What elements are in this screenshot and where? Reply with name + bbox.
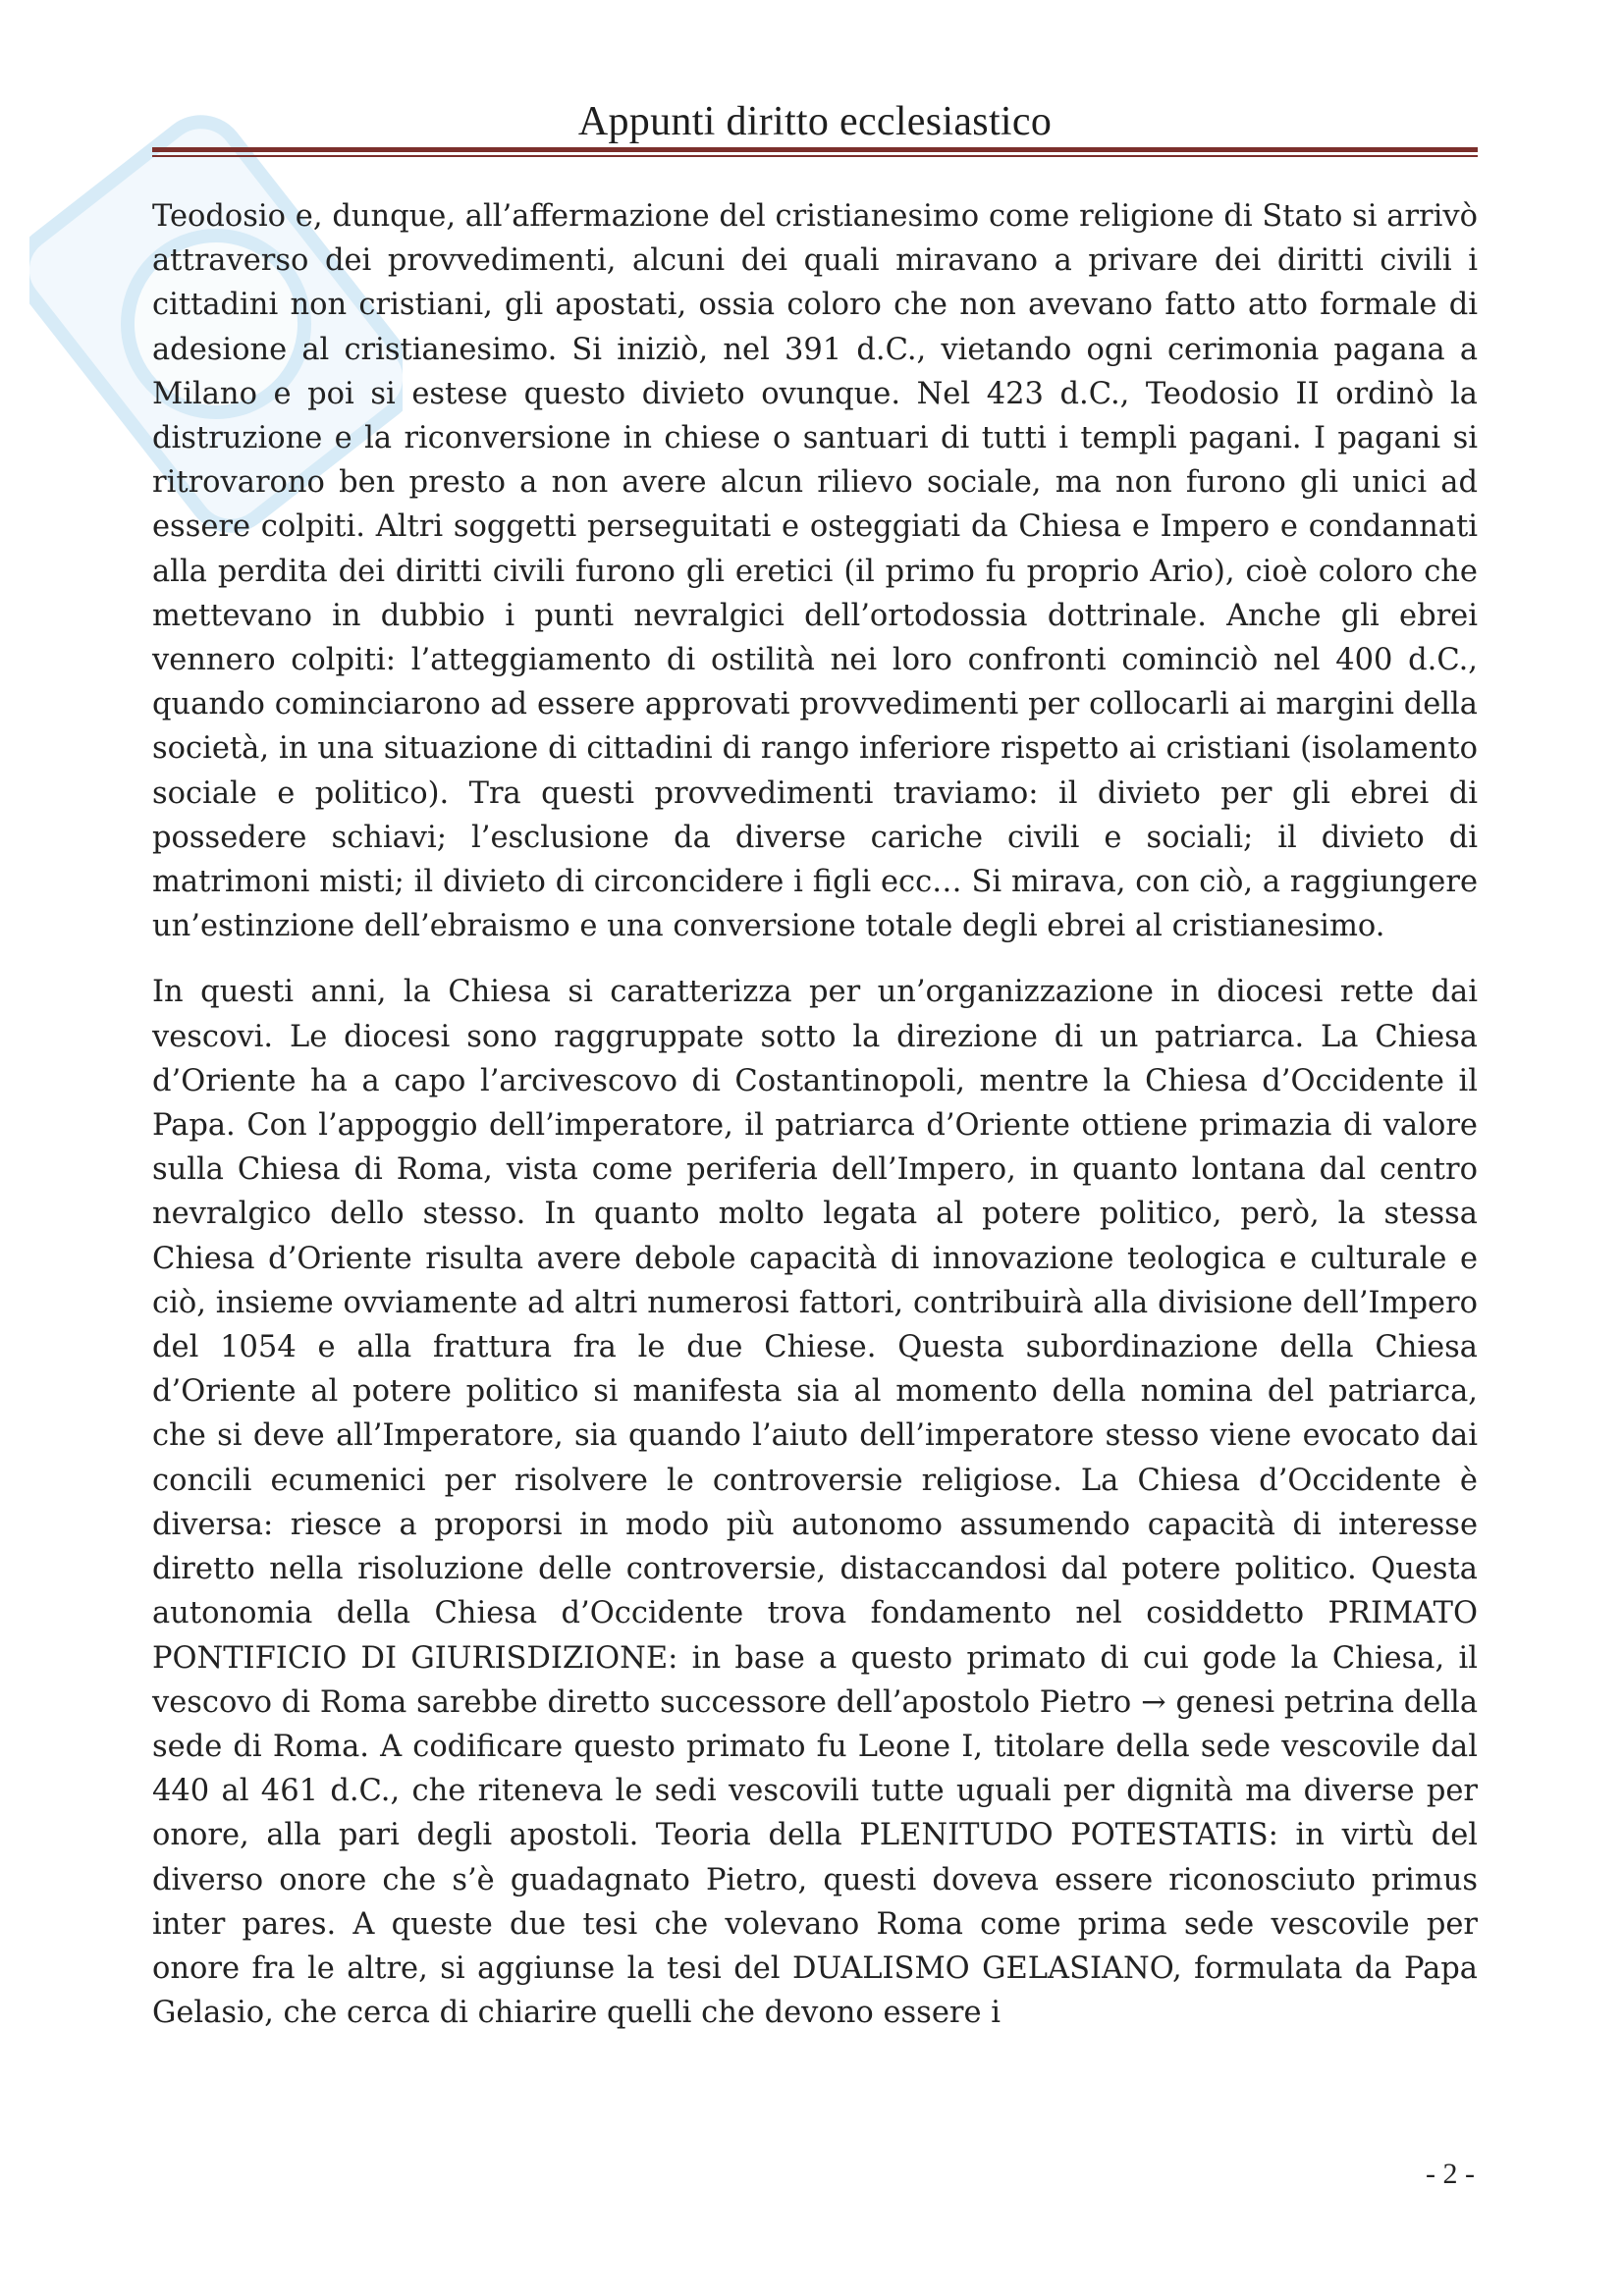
header-rule-thick xyxy=(152,147,1478,152)
header-rule-thin xyxy=(152,155,1478,157)
paragraph-1: Teodosio e, dunque, all’affermazione del cristianesimo come religione di Stato si arrivò attraverso dei provvedimenti, alcuni dei quali miravano a privare dei diritti civili i cittadini non cristiani, gli apostati, ossia coloro che non avevano fatto atto formale di adesione al cristianesimo. Si iniziò, nel 391 d.C., vietando ogni cerimonia pagana a Milano e poi si estese questo divieto ovunque. Nel 423 d.C., Teodosio II ordinò la distruzione e la riconversione in chiese o santuari di tutti i templi pagani. I pagani si ritrovarono ben presto a non avere alcun rilievo sociale, ma non furono gli unici ad essere colpiti. Altri soggetti perseguitati e osteggiati da Chiesa e Impero e condannati alla perdita dei diritti civili furono gli eretici (il primo fu proprio Ario), cioè coloro che mettevano in dubbio i punti nevralgici dell’ortodossia dottrinale. Anche gli ebrei vennero colpiti: l’atteggiamento di ostilità nei loro confronti cominciò nel 400 d.C., quando cominciarono ad essere approvati provvedimenti per collocarli ai margini della società, in una situazione di cittadini di rango inferiore rispetto ai cristiani (isolamento sociale e politico). Tra questi provvedimenti traviamo: il divieto per gli ebrei di possedere schiavi; l’esclusione da diverse cariche civili e sociali; il divieto di matrimoni misti; il divieto di circoncidere i figli ecc… Si mirava, con ciò, a raggiungere un’estinzione dell’ebraismo e una conversione totale degli ebrei al cristianesimo. xyxy=(152,199,1478,944)
document-body xyxy=(152,194,1478,2056)
page-header-title: Appunti diritto ecclesiastico xyxy=(577,99,1053,144)
paragraph-2: In questi anni, la Chiesa si caratterizza per un’organizzazione in diocesi rette dai vescovi. Le diocesi sono raggruppate sotto la direzione di un patriarca. La Chiesa d’Oriente ha a capo l’arcivescovo di Costantinopoli, mentre la Chiesa d’Occidente il Papa. Con l’appoggio dell’imperatore, il patriarca d’Oriente ottiene primazia di valore sulla Chiesa di Roma, vista come periferia dell’Impero, in quanto lontana dal centro nevralgico dello stesso. In quanto molto legata al potere politico, però, la stessa Chiesa d’Oriente risulta avere debole capacità di innovazione teologica e culturale e ciò, insieme ovviamente ad altri numerosi fattori, contribuirà alla divisione dell’Impero del 1054 e alla frattura fra le due Chiese. Questa subordinazione della Chiesa d’Oriente al potere politico si manifesta sia al momento della nomina del patriarca, che si deve all’Imperatore, sia quando l’aiuto dell’imperatore stesso viene evocato dai concili ecumenici per risolvere le controversie religiose. La Chiesa d’Occidente è diversa: riesce a proporsi in modo più autonomo assumendo capacità di interesse diretto nella risoluzione delle controversie, distaccandosi dal potere politico. Questa autonomia della Chiesa d’Occidente trova fondamento nel cosiddetto PRIMATO PONTIFICIO DI GIURISDIZIONE: in base a questo primato di cui gode la Chiesa, il vescovo di Roma sarebbe diretto successore dell’apostolo Pietro → genesi petrina della sede di Roma. A codificare questo primato fu Leone I, titolare della sede vescovile dal 440 al 461 d.C., che riteneva le sedi vescovili tutte uguali per dignità ma diverse per onore, alla pari degli apostoli. Teoria della PLENITUDO POTESTATIS: in virtù del diverso onore che s’è guadagnato Pietro, questi doveva essere riconosciuto primus inter pares. A queste due tesi che volevano Roma come prima sede vescovile per onore fra le altre, si aggiunse la tesi del DUALISMO GELASIANO, formulata da Papa Gelasio, che cerca di chiarire quelli che devono essere i xyxy=(152,975,1478,2031)
page-number: - 2 - xyxy=(1426,2158,1475,2190)
